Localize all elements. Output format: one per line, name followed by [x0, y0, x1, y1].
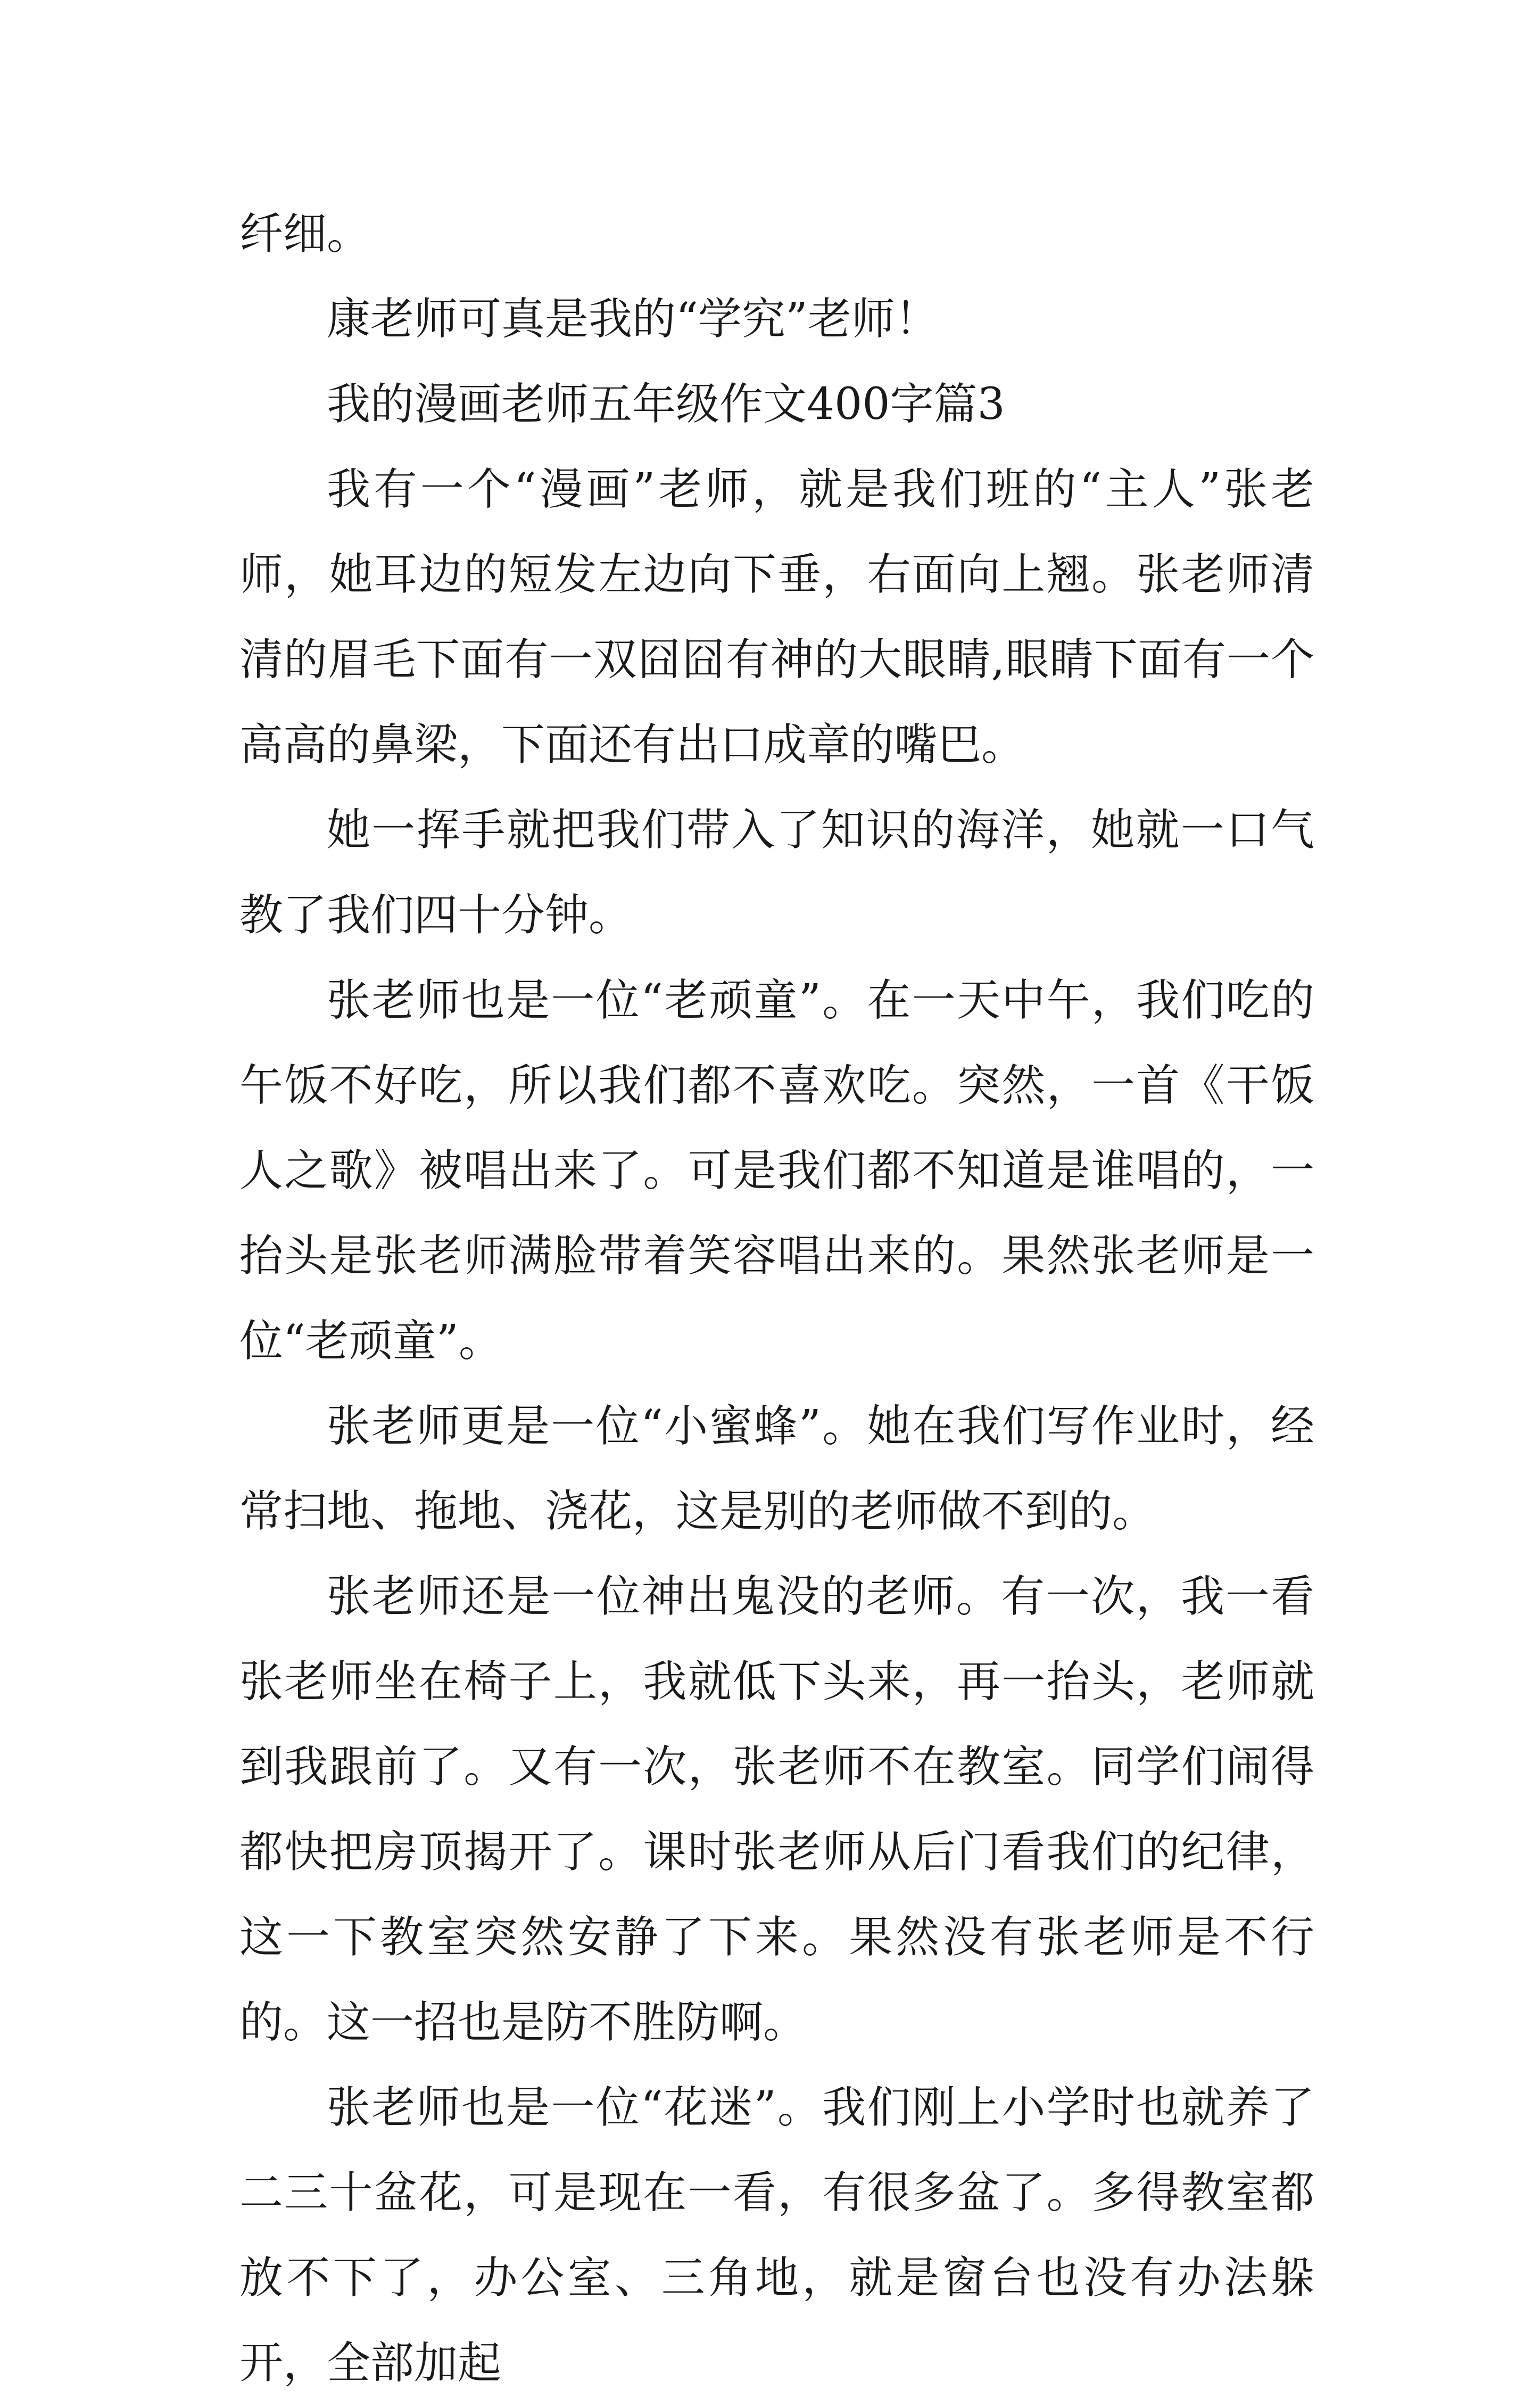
paragraph: 她一挥手就把我们带入了知识的海洋，她就一口气教了我们四十分钟。 — [239, 805, 1314, 941]
paragraph: 康老师可真是我的“学究”老师！ — [327, 294, 939, 344]
paragraph: 张老师也是一位“老顽童”。在一天中午，我们吃的午饭不好吃，所以我们都不喜欢吃。突然，一首《干饭人之歌》被唱出来了。可是我们都不知道是谁唱的，一抬头是张老师满脸带着笑容唱出来的。果然张老师是一位“老顽童”。 — [239, 975, 1314, 1366]
paragraph: 张老师也是一位“花迷”。我们刚上小学时也就养了二三十盆花，可是现在一看，有很多盆了。多得教室都放不下了，办公室、三角地，就是窗台也没有办法躲开，全部加起 — [239, 2082, 1314, 2388]
document-body — [239, 192, 1314, 2406]
paragraph: 张老师还是一位神出鬼没的老师。有一次，我一看张老师坐在椅子上，我就低下头来，再一抬头，老师就到我跟前了。又有一次，张老师不在教室。同学们闹得都快把房顶揭开了。课时张老师从后门看我们的纪律，这一下教室突然安静了下来。果然没有张老师是不行的。这一招也是防不胜防啊。 — [239, 1571, 1314, 2048]
paragraph: 我有一个“漫画”老师，就是我们班的“主人”张老师，她耳边的短发左边向下垂，右面向上翘。张老师清清的眉毛下面有一双囧囧有神的大眼睛,眼睛下面有一个高高的鼻梁，下面还有出口成章的嘴巴。 — [239, 464, 1314, 770]
paragraph-continuation: 纤细。 — [239, 209, 371, 259]
paragraph: 张老师更是一位“小蜜蜂”。她在我们写作业时，经常扫地、拖地、浇花，这是别的老师做不到的。 — [239, 1401, 1314, 1537]
section-heading: 我的漫画老师五年级作文400字篇3 — [327, 379, 1005, 430]
